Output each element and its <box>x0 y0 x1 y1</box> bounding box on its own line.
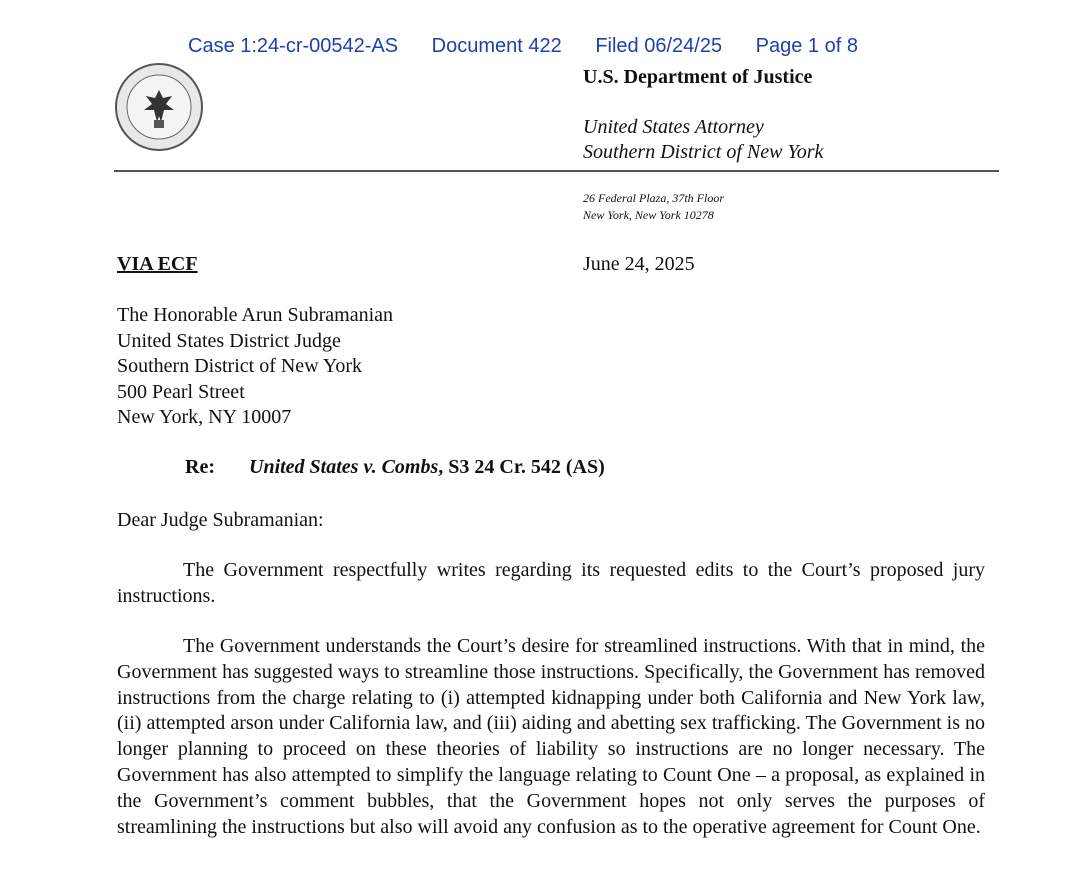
re-line <box>185 456 605 479</box>
recipient-line: 500 Pearl Street <box>117 380 245 403</box>
letter-date: June 24, 2025 <box>583 253 695 275</box>
document-number: Document 422 <box>431 35 562 57</box>
paragraph-text: The Government respectfully writes regarding its requested edits to the Court’s proposed jury instructions. <box>117 559 985 607</box>
paragraph-text: The Government understands the Court’s desire for streamlined instructions. With that in mind, the Government has suggested ways to streamline those instructions. Specifically, the Government has removed instructions from the charge relating to (i) attempted kidnapping under both California and New York law, (ii) attempted arson under California law, and (iii) aiding and abetting sex trafficking. The Government is no longer planning to proceed on these theories of liability so instructions are no longer necessary. The Government has also attempted to simplify the language relating to Count One – a proposal, as explained in the Government’s comment bubbles, that the Government hopes not only serves the purposes of streamlining the instructions but also will avoid any confusion as to the operative agreement for Count One. <box>117 635 985 838</box>
case-reference: , S3 24 Cr. 542 (AS) <box>438 456 605 478</box>
department-name: U.S. Department of Justice <box>583 66 813 88</box>
recipient-line: The Honorable Arun Subramanian <box>117 304 394 326</box>
page-indicator: Page 1 of 8 <box>755 35 858 57</box>
recipient-block <box>117 303 393 431</box>
case-number: Case 1:24-cr-00542-AS <box>188 35 399 57</box>
doj-seal-icon <box>114 62 204 152</box>
delivery-method: VIA ECF <box>117 253 198 275</box>
office-district: Southern District of New York <box>583 141 824 163</box>
letterhead-divider <box>114 170 999 172</box>
filed-date: Filed 06/24/25 <box>595 35 723 57</box>
body-paragraph <box>117 634 985 840</box>
case-name: United States v. Combs <box>249 456 439 478</box>
ecf-filing-header <box>188 35 886 58</box>
body-paragraph <box>117 558 985 610</box>
office-address-line1: 26 Federal Plaza, 37th Floor <box>583 191 724 205</box>
re-label: Re: <box>185 456 215 478</box>
recipient-line: Southern District of New York <box>117 355 362 377</box>
recipient-line: New York, NY 10007 <box>117 406 292 428</box>
office-title: United States Attorney <box>583 116 764 138</box>
salutation: Dear Judge Subramanian: <box>117 509 324 531</box>
recipient-line: United States District Judge <box>117 329 341 352</box>
office-address-line2: New York, New York 10278 <box>583 208 714 222</box>
